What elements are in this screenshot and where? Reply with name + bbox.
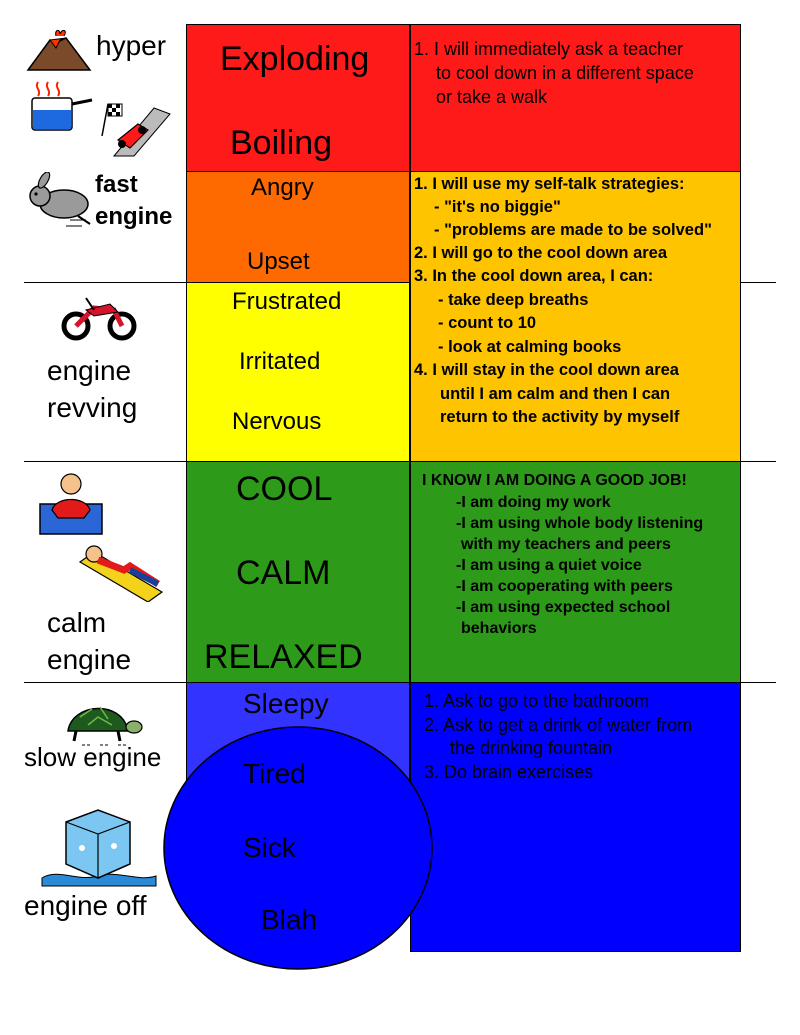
sidebar-label-engine-off: engine off <box>24 890 147 921</box>
sidebar-label-engine-calm: engine <box>47 644 132 675</box>
strategy-green-line: behaviors <box>461 620 537 637</box>
zone-word-cool: COOL <box>236 470 333 508</box>
sidebar-label-fast: fast <box>95 171 138 198</box>
boiling-pot-icon <box>28 80 94 132</box>
strategy-blue-line: 2. Ask to get a drink of water from <box>424 715 693 735</box>
strategy-red-line: to cool down in a different space <box>436 63 694 83</box>
sidebar-label-calm: calm <box>47 607 107 638</box>
race-car-icon <box>94 100 174 158</box>
zone-word-irritated: Irritated <box>239 348 321 375</box>
zone-word-exploding: Exploding <box>220 40 370 78</box>
zone-word-frustrated: Frustrated <box>232 288 342 315</box>
rabbit-icon <box>26 172 96 228</box>
strategy-green-line: -I am doing my work <box>456 494 611 511</box>
zone-word-tired: Tired <box>243 758 306 789</box>
strategy-green-line: with my teachers and peers <box>461 536 671 553</box>
strategy-green-line: -I am using expected school <box>456 599 671 616</box>
zone-word-boiling: Boiling <box>230 124 333 162</box>
zone-word-blah: Blah <box>261 904 318 935</box>
sidebar-label-revving: revving <box>47 392 138 423</box>
sidebar-label-hyper: hyper <box>96 30 167 61</box>
strategy-line: - look at calming books <box>438 338 622 356</box>
zone-word-sleepy: Sleepy <box>243 688 329 719</box>
sidebar-label-engine: engine <box>47 355 132 386</box>
strategy-line: until I am calm and then I can <box>440 385 671 403</box>
zone-word-relaxed: RELAXED <box>204 638 363 676</box>
ice-cube-icon <box>38 806 160 888</box>
strategy-red-line: 1. I will immediately ask a teacher <box>414 39 684 59</box>
sidebar-label-slow-engine: slow engine <box>24 742 162 772</box>
strategy-line: 2. I will go to the cool down area <box>414 244 668 262</box>
strategy-line: 3. In the cool down area, I can: <box>414 267 654 285</box>
strategy-green-line: -I am cooperating with peers <box>456 578 673 595</box>
sidebar-label-engine-fast: engine <box>95 203 173 230</box>
strategy-blue-line: 3. Do brain exercises <box>424 762 594 782</box>
zone-word-calm: CALM <box>236 554 331 592</box>
person-relaxing-icon <box>78 540 164 602</box>
strategy-line: return to the activity by myself <box>440 408 680 426</box>
strategy-line: 1. I will use my self-talk strategies: <box>414 175 685 193</box>
strategy-green-line: -I am using whole body listening <box>456 515 704 532</box>
strategy-green-line: -I am using a quiet voice <box>456 557 642 574</box>
person-in-water-icon <box>38 470 104 536</box>
strategy-blue-line: the drinking fountain <box>450 738 613 758</box>
strategy-line: 4. I will stay in the cool down area <box>414 361 679 379</box>
turtle-icon <box>58 695 144 747</box>
zone-word-angry: Angry <box>251 174 314 201</box>
zone-word-nervous: Nervous <box>232 408 322 435</box>
strategy-blue-line: 1. Ask to go to the bathroom <box>424 691 650 711</box>
strategy-green-heading: I KNOW I AM DOING A GOOD JOB! <box>422 472 687 489</box>
strategy-line: - "problems are made to be solved" <box>434 221 712 239</box>
strategy-line: - take deep breaths <box>438 291 589 309</box>
strategy-line: - count to 10 <box>438 314 537 332</box>
zone-word-sick: Sick <box>243 832 296 863</box>
motorcycle-icon <box>60 290 138 342</box>
zone-word-upset: Upset <box>247 248 310 275</box>
strategy-line: - "it's no biggie" <box>434 198 561 216</box>
strategy-red-line: or take a walk <box>436 87 548 107</box>
volcano-icon <box>26 26 92 72</box>
